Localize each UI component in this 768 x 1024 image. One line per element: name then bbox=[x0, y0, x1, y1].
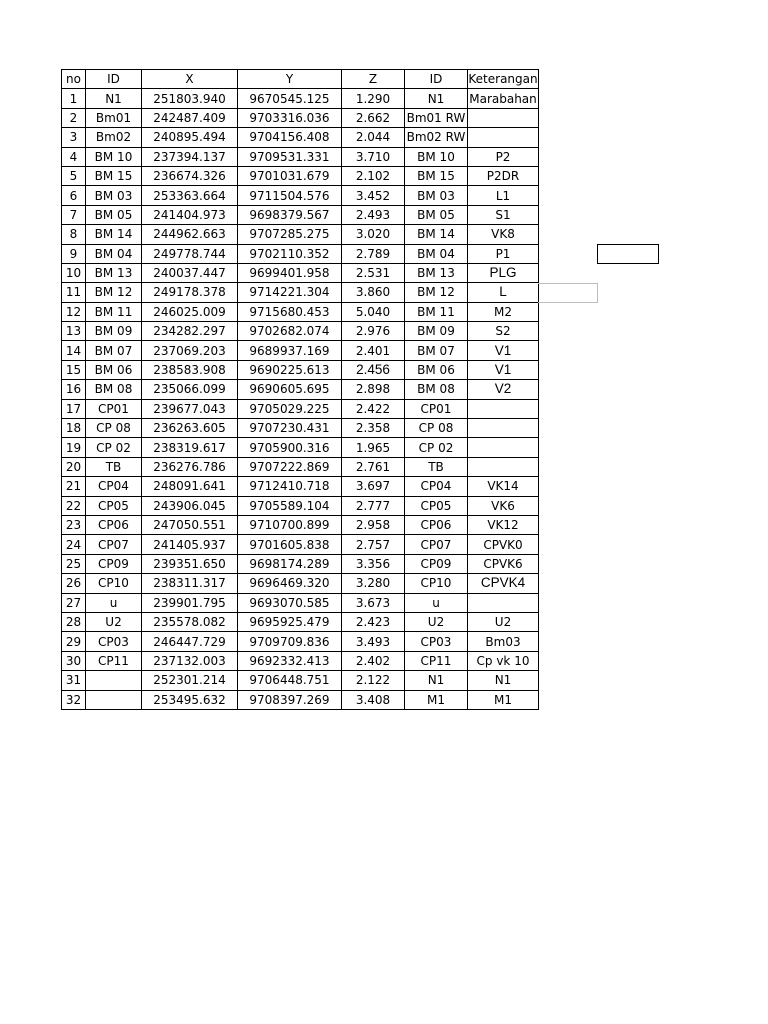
cell-id-2: Bm02 RW bbox=[405, 128, 468, 147]
header-y: Y bbox=[238, 70, 342, 89]
cell-keterangan bbox=[468, 438, 539, 457]
cell-id-2: BM 05 bbox=[405, 205, 468, 224]
cell-id: CP11 bbox=[86, 651, 142, 670]
cell-id: CP01 bbox=[86, 399, 142, 418]
cell-id-2: N1 bbox=[405, 89, 468, 108]
cell-keterangan: PLG bbox=[468, 263, 539, 282]
table-row bbox=[62, 225, 539, 244]
table-row bbox=[62, 535, 539, 554]
cell-z: 3.356 bbox=[342, 554, 405, 573]
cell-no: 17 bbox=[62, 399, 86, 418]
cell-id-2: BM 08 bbox=[405, 380, 468, 399]
cell-z: 2.422 bbox=[342, 399, 405, 418]
cell-id-2: BM 12 bbox=[405, 283, 468, 302]
cell-y: 9701031.679 bbox=[238, 166, 342, 185]
table-row bbox=[62, 205, 539, 224]
cell-x: 242487.409 bbox=[142, 108, 238, 127]
cell-x: 238311.317 bbox=[142, 574, 238, 593]
cell-id-2: M1 bbox=[405, 690, 468, 709]
cell-keterangan: M1 bbox=[468, 690, 539, 709]
cell-id bbox=[86, 671, 142, 690]
cell-id: BM 10 bbox=[86, 147, 142, 166]
cell-id: CP09 bbox=[86, 554, 142, 573]
cell-x: 238583.908 bbox=[142, 360, 238, 379]
cell-id: CP 02 bbox=[86, 438, 142, 457]
cell-keterangan: VK6 bbox=[468, 496, 539, 515]
cell-z: 2.044 bbox=[342, 128, 405, 147]
cell-keterangan: V1 bbox=[468, 341, 539, 360]
cell-id: Bm01 bbox=[86, 108, 142, 127]
cell-id-2: BM 09 bbox=[405, 322, 468, 341]
cell-id-2: CP05 bbox=[405, 496, 468, 515]
cell-y: 9707230.431 bbox=[238, 419, 342, 438]
cell-id-2: Bm01 RW bbox=[405, 108, 468, 127]
cell-x: 234282.297 bbox=[142, 322, 238, 341]
cell-no: 9 bbox=[62, 244, 86, 263]
header-z: Z bbox=[342, 70, 405, 89]
cell-no: 30 bbox=[62, 651, 86, 670]
table-body bbox=[62, 89, 539, 710]
cell-id-2: CP09 bbox=[405, 554, 468, 573]
cell-y: 9708397.269 bbox=[238, 690, 342, 709]
cell-keterangan bbox=[468, 399, 539, 418]
table-row bbox=[62, 554, 539, 573]
cell-z: 2.662 bbox=[342, 108, 405, 127]
cell-z: 2.493 bbox=[342, 205, 405, 224]
cell-y: 9703316.036 bbox=[238, 108, 342, 127]
stray-cell-border-light bbox=[538, 283, 598, 303]
cell-keterangan: M2 bbox=[468, 302, 539, 321]
cell-y: 9705900.316 bbox=[238, 438, 342, 457]
cell-id-2: TB bbox=[405, 457, 468, 476]
cell-no: 5 bbox=[62, 166, 86, 185]
cell-id-2: u bbox=[405, 593, 468, 612]
cell-z: 2.358 bbox=[342, 419, 405, 438]
cell-x: 236674.326 bbox=[142, 166, 238, 185]
table-row bbox=[62, 438, 539, 457]
table-row bbox=[62, 477, 539, 496]
cell-id-2: BM 11 bbox=[405, 302, 468, 321]
cell-id-2: N1 bbox=[405, 671, 468, 690]
cell-id-2: CP01 bbox=[405, 399, 468, 418]
cell-x: 235578.082 bbox=[142, 612, 238, 631]
cell-id: BM 05 bbox=[86, 205, 142, 224]
cell-no: 31 bbox=[62, 671, 86, 690]
cell-z: 3.408 bbox=[342, 690, 405, 709]
cell-x: 253495.632 bbox=[142, 690, 238, 709]
cell-z: 2.777 bbox=[342, 496, 405, 515]
table-row bbox=[62, 593, 539, 612]
cell-id-2: CP11 bbox=[405, 651, 468, 670]
cell-keterangan: CPVK4 bbox=[468, 574, 539, 593]
cell-x: 249178.378 bbox=[142, 283, 238, 302]
cell-id: CP06 bbox=[86, 515, 142, 534]
cell-keterangan bbox=[468, 593, 539, 612]
cell-id: BM 11 bbox=[86, 302, 142, 321]
cell-id: BM 07 bbox=[86, 341, 142, 360]
cell-z: 3.697 bbox=[342, 477, 405, 496]
table-row bbox=[62, 515, 539, 534]
cell-keterangan: P1 bbox=[468, 244, 539, 263]
cell-x: 252301.214 bbox=[142, 671, 238, 690]
cell-keterangan: VK12 bbox=[468, 515, 539, 534]
cell-no: 15 bbox=[62, 360, 86, 379]
cell-z: 3.860 bbox=[342, 283, 405, 302]
cell-y: 9714221.304 bbox=[238, 283, 342, 302]
table-row bbox=[62, 263, 539, 282]
cell-no: 19 bbox=[62, 438, 86, 457]
cell-z: 2.789 bbox=[342, 244, 405, 263]
cell-keterangan: V2 bbox=[468, 380, 539, 399]
cell-no: 2 bbox=[62, 108, 86, 127]
cell-y: 9709531.331 bbox=[238, 147, 342, 166]
cell-x: 236276.786 bbox=[142, 457, 238, 476]
cell-x: 236263.605 bbox=[142, 419, 238, 438]
cell-y: 9707285.275 bbox=[238, 225, 342, 244]
cell-y: 9712410.718 bbox=[238, 477, 342, 496]
cell-no: 12 bbox=[62, 302, 86, 321]
cell-keterangan: S1 bbox=[468, 205, 539, 224]
cell-x: 239351.650 bbox=[142, 554, 238, 573]
table-row bbox=[62, 380, 539, 399]
cell-y: 9690225.613 bbox=[238, 360, 342, 379]
table-row bbox=[62, 360, 539, 379]
cell-keterangan: P2 bbox=[468, 147, 539, 166]
cell-no: 28 bbox=[62, 612, 86, 631]
cell-y: 9670545.125 bbox=[238, 89, 342, 108]
cell-no: 16 bbox=[62, 380, 86, 399]
cell-id-2: BM 06 bbox=[405, 360, 468, 379]
cell-y: 9698174.289 bbox=[238, 554, 342, 573]
cell-x: 243906.045 bbox=[142, 496, 238, 515]
cell-id: BM 04 bbox=[86, 244, 142, 263]
cell-y: 9710700.899 bbox=[238, 515, 342, 534]
cell-id: BM 14 bbox=[86, 225, 142, 244]
cell-x: 238319.617 bbox=[142, 438, 238, 457]
cell-no: 10 bbox=[62, 263, 86, 282]
table-row bbox=[62, 690, 539, 709]
cell-id: Bm02 bbox=[86, 128, 142, 147]
table-row bbox=[62, 283, 539, 302]
cell-id: N1 bbox=[86, 89, 142, 108]
table-row bbox=[62, 186, 539, 205]
cell-id: TB bbox=[86, 457, 142, 476]
cell-x: 235066.099 bbox=[142, 380, 238, 399]
cell-z: 2.761 bbox=[342, 457, 405, 476]
table-row bbox=[62, 671, 539, 690]
cell-keterangan bbox=[468, 457, 539, 476]
cell-id: BM 15 bbox=[86, 166, 142, 185]
cell-keterangan: CPVK6 bbox=[468, 554, 539, 573]
cell-z: 2.423 bbox=[342, 612, 405, 631]
cell-y: 9709709.836 bbox=[238, 632, 342, 651]
cell-z: 2.456 bbox=[342, 360, 405, 379]
cell-y: 9698379.567 bbox=[238, 205, 342, 224]
cell-x: 253363.664 bbox=[142, 186, 238, 205]
cell-z: 3.710 bbox=[342, 147, 405, 166]
cell-id-2: U2 bbox=[405, 612, 468, 631]
cell-x: 237394.137 bbox=[142, 147, 238, 166]
cell-z: 2.401 bbox=[342, 341, 405, 360]
cell-z: 2.898 bbox=[342, 380, 405, 399]
cell-y: 9702682.074 bbox=[238, 322, 342, 341]
cell-no: 25 bbox=[62, 554, 86, 573]
table-row bbox=[62, 651, 539, 670]
cell-id-2: CP07 bbox=[405, 535, 468, 554]
cell-y: 9715680.453 bbox=[238, 302, 342, 321]
cell-keterangan: VK8 bbox=[468, 225, 539, 244]
cell-id-2: CP 02 bbox=[405, 438, 468, 457]
table-row bbox=[62, 457, 539, 476]
cell-id-2: BM 03 bbox=[405, 186, 468, 205]
table-row bbox=[62, 89, 539, 108]
cell-x: 251803.940 bbox=[142, 89, 238, 108]
cell-no: 6 bbox=[62, 186, 86, 205]
cell-keterangan: CPVK0 bbox=[468, 535, 539, 554]
cell-x: 246447.729 bbox=[142, 632, 238, 651]
cell-id-2: BM 13 bbox=[405, 263, 468, 282]
cell-no: 23 bbox=[62, 515, 86, 534]
table-row bbox=[62, 147, 539, 166]
table-row bbox=[62, 322, 539, 341]
header-id-2: ID bbox=[405, 70, 468, 89]
cell-z: 2.531 bbox=[342, 263, 405, 282]
cell-id: CP04 bbox=[86, 477, 142, 496]
cell-y: 9696469.320 bbox=[238, 574, 342, 593]
cell-z: 3.493 bbox=[342, 632, 405, 651]
cell-z: 2.102 bbox=[342, 166, 405, 185]
cell-keterangan: V1 bbox=[468, 360, 539, 379]
cell-x: 240895.494 bbox=[142, 128, 238, 147]
cell-z: 2.976 bbox=[342, 322, 405, 341]
cell-id-2: CP06 bbox=[405, 515, 468, 534]
cell-x: 237069.203 bbox=[142, 341, 238, 360]
cell-y: 9699401.958 bbox=[238, 263, 342, 282]
cell-id-2: BM 15 bbox=[405, 166, 468, 185]
cell-z: 2.757 bbox=[342, 535, 405, 554]
cell-id-2: BM 14 bbox=[405, 225, 468, 244]
cell-x: 244962.663 bbox=[142, 225, 238, 244]
header-id: ID bbox=[86, 70, 142, 89]
cell-x: 249778.744 bbox=[142, 244, 238, 263]
cell-x: 239901.795 bbox=[142, 593, 238, 612]
cell-z: 2.122 bbox=[342, 671, 405, 690]
table-row bbox=[62, 302, 539, 321]
cell-z: 3.452 bbox=[342, 186, 405, 205]
cell-x: 246025.009 bbox=[142, 302, 238, 321]
cell-id-2: BM 10 bbox=[405, 147, 468, 166]
table-row bbox=[62, 128, 539, 147]
header-x: X bbox=[142, 70, 238, 89]
cell-x: 247050.551 bbox=[142, 515, 238, 534]
cell-keterangan: N1 bbox=[468, 671, 539, 690]
cell-no: 3 bbox=[62, 128, 86, 147]
cell-id: BM 12 bbox=[86, 283, 142, 302]
cell-y: 9705589.104 bbox=[238, 496, 342, 515]
cell-y: 9689937.169 bbox=[238, 341, 342, 360]
table-row bbox=[62, 244, 539, 263]
cell-y: 9707222.869 bbox=[238, 457, 342, 476]
cell-z: 2.402 bbox=[342, 651, 405, 670]
cell-y: 9702110.352 bbox=[238, 244, 342, 263]
cell-z: 2.958 bbox=[342, 515, 405, 534]
cell-id-2: CP03 bbox=[405, 632, 468, 651]
cell-keterangan: L1 bbox=[468, 186, 539, 205]
cell-keterangan: Marabahan bbox=[468, 89, 539, 108]
cell-y: 9693070.585 bbox=[238, 593, 342, 612]
cell-no: 4 bbox=[62, 147, 86, 166]
cell-id: CP10 bbox=[86, 574, 142, 593]
cell-z: 1.290 bbox=[342, 89, 405, 108]
header-row bbox=[62, 70, 539, 89]
table-row bbox=[62, 612, 539, 631]
cell-y: 9690605.695 bbox=[238, 380, 342, 399]
cell-id-2: BM 07 bbox=[405, 341, 468, 360]
cell-no: 11 bbox=[62, 283, 86, 302]
cell-no: 20 bbox=[62, 457, 86, 476]
cell-y: 9711504.576 bbox=[238, 186, 342, 205]
cell-id: CP05 bbox=[86, 496, 142, 515]
cell-no: 14 bbox=[62, 341, 86, 360]
cell-z: 3.020 bbox=[342, 225, 405, 244]
cell-keterangan: P2DR bbox=[468, 166, 539, 185]
cell-keterangan bbox=[468, 128, 539, 147]
cell-id: BM 13 bbox=[86, 263, 142, 282]
cell-no: 1 bbox=[62, 89, 86, 108]
table-row bbox=[62, 419, 539, 438]
cell-id: u bbox=[86, 593, 142, 612]
cell-id: BM 06 bbox=[86, 360, 142, 379]
cell-z: 3.673 bbox=[342, 593, 405, 612]
cell-id-2: CP04 bbox=[405, 477, 468, 496]
cell-no: 21 bbox=[62, 477, 86, 496]
cell-no: 18 bbox=[62, 419, 86, 438]
cell-no: 13 bbox=[62, 322, 86, 341]
cell-keterangan: U2 bbox=[468, 612, 539, 631]
table-row bbox=[62, 166, 539, 185]
table-row bbox=[62, 496, 539, 515]
cell-id: U2 bbox=[86, 612, 142, 631]
cell-no: 27 bbox=[62, 593, 86, 612]
cell-y: 9706448.751 bbox=[238, 671, 342, 690]
cell-id bbox=[86, 690, 142, 709]
cell-z: 1.965 bbox=[342, 438, 405, 457]
cell-x: 241404.973 bbox=[142, 205, 238, 224]
header-no: no bbox=[62, 70, 86, 89]
cell-no: 8 bbox=[62, 225, 86, 244]
cell-id-2: CP 08 bbox=[405, 419, 468, 438]
cell-keterangan: L bbox=[468, 283, 539, 302]
header-keterangan: Keterangan bbox=[468, 70, 539, 89]
cell-x: 240037.447 bbox=[142, 263, 238, 282]
cell-id: CP 08 bbox=[86, 419, 142, 438]
table-row bbox=[62, 341, 539, 360]
cell-x: 239677.043 bbox=[142, 399, 238, 418]
cell-y: 9692332.413 bbox=[238, 651, 342, 670]
cell-y: 9701605.838 bbox=[238, 535, 342, 554]
cell-x: 241405.937 bbox=[142, 535, 238, 554]
cell-x: 237132.003 bbox=[142, 651, 238, 670]
stray-cell-border bbox=[597, 244, 659, 264]
cell-id: BM 03 bbox=[86, 186, 142, 205]
cell-keterangan bbox=[468, 419, 539, 438]
cell-no: 32 bbox=[62, 690, 86, 709]
cell-y: 9705029.225 bbox=[238, 399, 342, 418]
table-row bbox=[62, 399, 539, 418]
table-row bbox=[62, 574, 539, 593]
cell-id-2: BM 04 bbox=[405, 244, 468, 263]
cell-z: 3.280 bbox=[342, 574, 405, 593]
table-row bbox=[62, 108, 539, 127]
cell-y: 9704156.408 bbox=[238, 128, 342, 147]
cell-id: CP07 bbox=[86, 535, 142, 554]
table-row bbox=[62, 632, 539, 651]
cell-no: 29 bbox=[62, 632, 86, 651]
cell-keterangan: Cp vk 10 bbox=[468, 651, 539, 670]
cell-keterangan: Bm03 bbox=[468, 632, 539, 651]
coordinates-table bbox=[61, 69, 539, 710]
cell-y: 9695925.479 bbox=[238, 612, 342, 631]
cell-no: 22 bbox=[62, 496, 86, 515]
cell-z: 5.040 bbox=[342, 302, 405, 321]
cell-no: 7 bbox=[62, 205, 86, 224]
cell-keterangan: S2 bbox=[468, 322, 539, 341]
cell-id: CP03 bbox=[86, 632, 142, 651]
cell-id: BM 09 bbox=[86, 322, 142, 341]
cell-no: 24 bbox=[62, 535, 86, 554]
cell-keterangan: VK14 bbox=[468, 477, 539, 496]
cell-id-2: CP10 bbox=[405, 574, 468, 593]
cell-id: BM 08 bbox=[86, 380, 142, 399]
cell-keterangan bbox=[468, 108, 539, 127]
cell-no: 26 bbox=[62, 574, 86, 593]
cell-x: 248091.641 bbox=[142, 477, 238, 496]
